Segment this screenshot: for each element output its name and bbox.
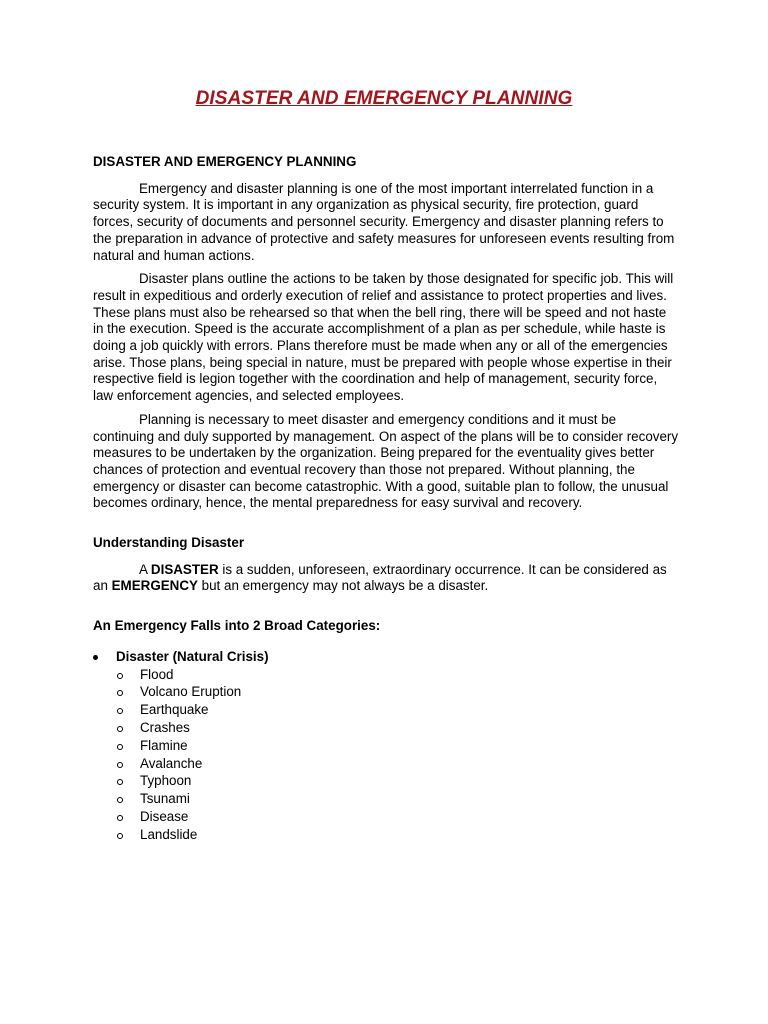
- circle-bullet-icon: [117, 726, 123, 732]
- definition-text-1: A: [139, 561, 151, 577]
- disaster-list: [93, 666, 679, 844]
- circle-bullet-icon: [117, 708, 123, 714]
- list-item: Earthquake: [93, 701, 679, 719]
- section-heading-categories: An Emergency Falls into 2 Broad Categories:: [93, 618, 381, 634]
- circle-bullet-icon: [117, 779, 123, 785]
- list-item: Avalanche: [93, 755, 679, 773]
- paragraph-2: Disaster plans outline the actions to be taken by those designated for specific job. This will result in expeditious and orderly execution of relief and assistance to protect properties and lives. These plans must also be rehearsed so that when the bell ring, there will be speed and not haste in the execution. Speed is the accurate accomplishment of a plan as per schedule, while haste is doing a job quickly with errors. Plans therefore must be made when any or all of the emergencies arise. Those plans, being special in nature, must be prepared with people whose expertise in their respective field is legion together with the coordination and help of management, security force, law enforcement agencies, and selected employees.: [93, 271, 674, 404]
- bullet-icon: [93, 655, 98, 660]
- document-title: DISASTER AND EMERGENCY PLANNING: [195, 88, 573, 109]
- circle-bullet-icon: [117, 797, 123, 803]
- definition-text-2: is a sudden, unforeseen, extraordinary occurrence. It can be considered as an: [93, 561, 667, 594]
- circle-bullet-icon: [117, 690, 123, 696]
- circle-bullet-icon: [117, 762, 123, 768]
- list-item: Volcano Eruption: [93, 683, 679, 701]
- paragraph-definition: [93, 562, 679, 595]
- section-heading-understanding: Understanding Disaster: [93, 535, 245, 551]
- list-item: Typhoon: [93, 772, 679, 790]
- category-label: Disaster (Natural Crisis): [116, 648, 269, 664]
- list-item: Tsunami: [93, 790, 679, 808]
- term-emergency: EMERGENCY: [111, 578, 198, 594]
- circle-bullet-icon: [117, 673, 123, 679]
- term-disaster: DISASTER: [150, 561, 219, 577]
- circle-bullet-icon: [117, 833, 123, 839]
- list-item: Disease: [93, 808, 679, 826]
- paragraph-3: Planning is necessary to meet disaster and emergency conditions and it must be continuing and duly supported by management. On aspect of the plans will be to consider recovery measures to be undertaken by the organization. Being prepared for the eventuality gives better chances of protection and eventual recovery than those not prepared. Without planning, the emergency or disaster can become catastrophic. With a good, suitable plan to follow, the unusual becomes ordinary, hence, the mental preparedness for easy survival and recovery.: [93, 411, 679, 511]
- definition-text-3: but an emergency may not always be a disaster.: [197, 578, 489, 594]
- list-item: Flamine: [93, 737, 679, 755]
- section-heading-planning: DISASTER AND EMERGENCY PLANNING: [93, 154, 357, 169]
- list-item: Landslide: [93, 826, 679, 844]
- circle-bullet-icon: [117, 744, 123, 750]
- document-body: [93, 154, 679, 844]
- category-item: [93, 649, 679, 666]
- circle-bullet-icon: [117, 815, 123, 821]
- list-item: Flood: [93, 666, 679, 684]
- paragraph-1: Emergency and disaster planning is one of the most important interrelated function in a security system. It is important in any organization as physical security, fire protection, guard forces, security of documents and personnel security. Emergency and disaster planning refers to the preparation in advance of protective and safety measures for unforeseen events resulting from natural and human actions.: [93, 180, 675, 263]
- list-item: Crashes: [93, 719, 679, 737]
